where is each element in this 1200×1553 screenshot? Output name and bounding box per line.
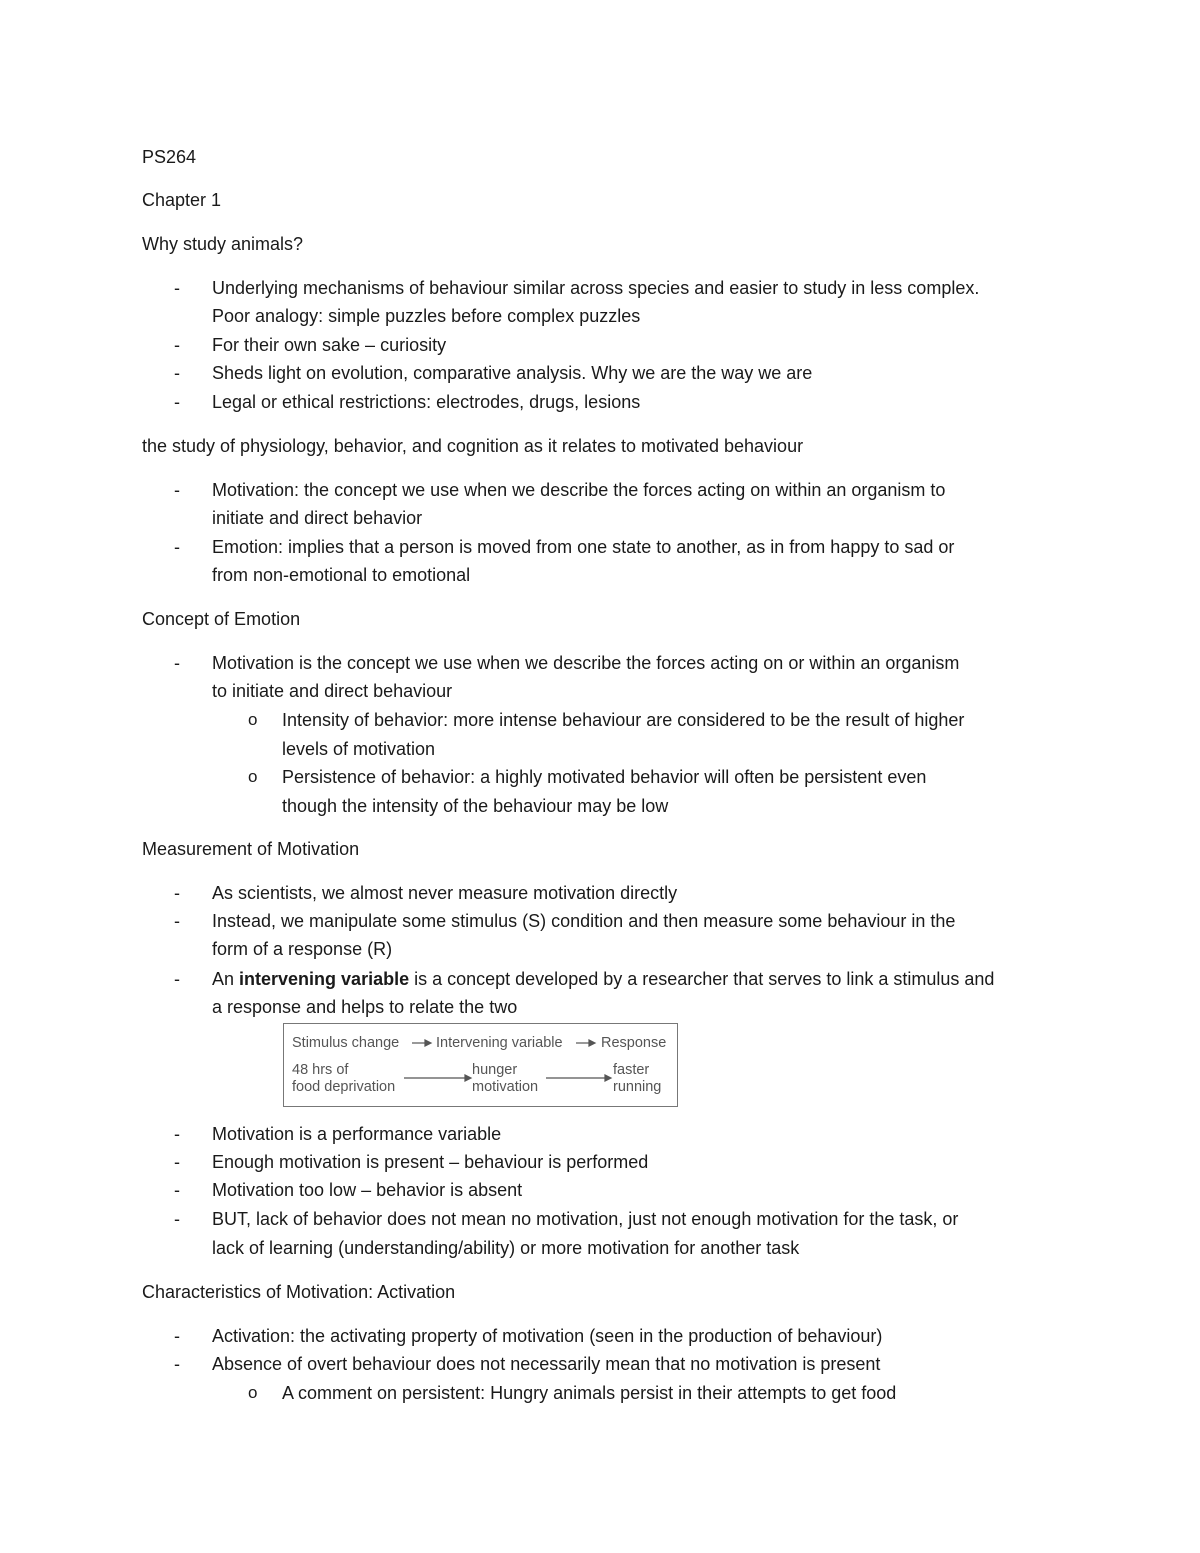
section-heading: the study of physiology, behavior, and cognition as it relates to motivated behaviour [142, 436, 804, 456]
dash-bullet-marker: - [174, 1354, 180, 1374]
bullet-text: Enough motivation is present – behaviour is performed [212, 1152, 649, 1172]
figure-intervening-line1: hunger [472, 1062, 518, 1078]
bullet-text: Underlying mechanisms of behaviour similar across species and easier to study in less complex. [212, 278, 980, 298]
dash-bullet-marker: - [174, 278, 180, 298]
figure-response-line2: running [613, 1079, 662, 1095]
dash-bullet-marker: - [174, 911, 180, 931]
bullet-text-prefix: An [212, 969, 240, 989]
dash-bullet-marker: - [174, 537, 180, 557]
dash-bullet-marker: - [174, 1326, 180, 1346]
bullet-text: BUT, lack of behavior does not mean no motivation, just not enough motivation for the task, or [212, 1209, 959, 1229]
chapter-heading: Chapter 1 [142, 190, 222, 210]
bullet-text-continued: initiate and direct behavior [212, 508, 423, 528]
subbullet-text-continued: though the intensity of the behaviour may be low [282, 796, 669, 816]
figure-intervening-line2: motivation [472, 1079, 539, 1095]
dash-bullet-marker: - [174, 480, 180, 500]
dash-bullet-marker: - [174, 363, 180, 383]
figure-header-response: Response [601, 1035, 667, 1051]
dash-bullet-marker: - [174, 1152, 180, 1172]
document-title: PS264 [142, 147, 197, 167]
figure-header-stimulus: Stimulus change [292, 1035, 400, 1051]
figure-stimulus-line1: 48 hrs of [292, 1062, 349, 1078]
subbullet-text: A comment on persistent: Hungry animals persist in their attempts to get food [282, 1383, 897, 1403]
bullet-text-continued: to initiate and direct behaviour [212, 681, 453, 701]
bold-term: intervening variable [239, 969, 410, 989]
bullet-text-mixed [212, 968, 994, 990]
section-heading: Concept of Emotion [142, 609, 301, 629]
bullet-text: For their own sake – curiosity [212, 335, 447, 355]
figure-stimulus-line2: food deprivation [292, 1079, 396, 1095]
section-heading: Measurement of Motivation [142, 839, 360, 859]
intervening-variable-figure [283, 1023, 678, 1107]
bullet-text: Activation: the activating property of motivation (seen in the production of behaviour) [212, 1326, 883, 1346]
bullet-text-continued: form of a response (R) [212, 939, 393, 959]
bullet-text: Motivation is the concept we use when we describe the forces acting on or within an organism [212, 653, 960, 673]
section-heading: Characteristics of Motivation: Activation [142, 1282, 456, 1302]
dash-bullet-marker: - [174, 392, 180, 412]
bullet-text: Absence of overt behaviour does not necessarily mean that no motivation is present [212, 1354, 881, 1374]
circle-bullet-marker: o [248, 1383, 258, 1402]
circle-bullet-marker: o [248, 767, 258, 786]
subbullet-text: Persistence of behavior: a highly motivated behavior will often be persistent even [282, 767, 927, 787]
bullet-text-continued: a response and helps to relate the two [212, 997, 518, 1017]
dash-bullet-marker: - [174, 883, 180, 903]
dash-bullet-marker: - [174, 653, 180, 673]
bullet-text-suffix: is a concept developed by a researcher that serves to link a stimulus and [409, 969, 995, 989]
bullet-text: Sheds light on evolution, comparative analysis. Why we are the way we are [212, 363, 813, 383]
bullet-text: Motivation: the concept we use when we describe the forces acting on within an organism to [212, 480, 946, 500]
dash-bullet-marker: - [174, 1209, 180, 1229]
bullet-text-continued: lack of learning (understanding/ability) or more motivation for another task [212, 1238, 800, 1258]
subbullet-text-continued: levels of motivation [282, 739, 436, 759]
bullet-text-continued: from non-emotional to emotional [212, 565, 471, 585]
bullet-text-continued: Poor analogy: simple puzzles before complex puzzles [212, 306, 641, 326]
subbullet-text: Intensity of behavior: more intense behaviour are considered to be the result of higher [282, 710, 965, 730]
figure-header-intervening: Intervening variable [436, 1035, 563, 1051]
circle-bullet-marker: o [248, 710, 258, 729]
bullet-text: As scientists, we almost never measure motivation directly [212, 883, 678, 903]
bullet-text: Legal or ethical restrictions: electrodes, drugs, lesions [212, 392, 641, 412]
bullet-text: Instead, we manipulate some stimulus (S) condition and then measure some behaviour in the [212, 911, 956, 931]
bullet-text: Motivation too low – behavior is absent [212, 1180, 523, 1200]
dash-bullet-marker: - [174, 1180, 180, 1200]
section-heading: Why study animals? [142, 234, 304, 254]
dash-bullet-marker: - [174, 335, 180, 355]
dash-bullet-marker: - [174, 969, 180, 989]
bullet-text: Emotion: implies that a person is moved from one state to another, as in from happy to sad or [212, 537, 955, 557]
figure-response-line1: faster [613, 1062, 650, 1078]
dash-bullet-marker: - [174, 1124, 180, 1144]
bullet-text: Motivation is a performance variable [212, 1124, 502, 1144]
